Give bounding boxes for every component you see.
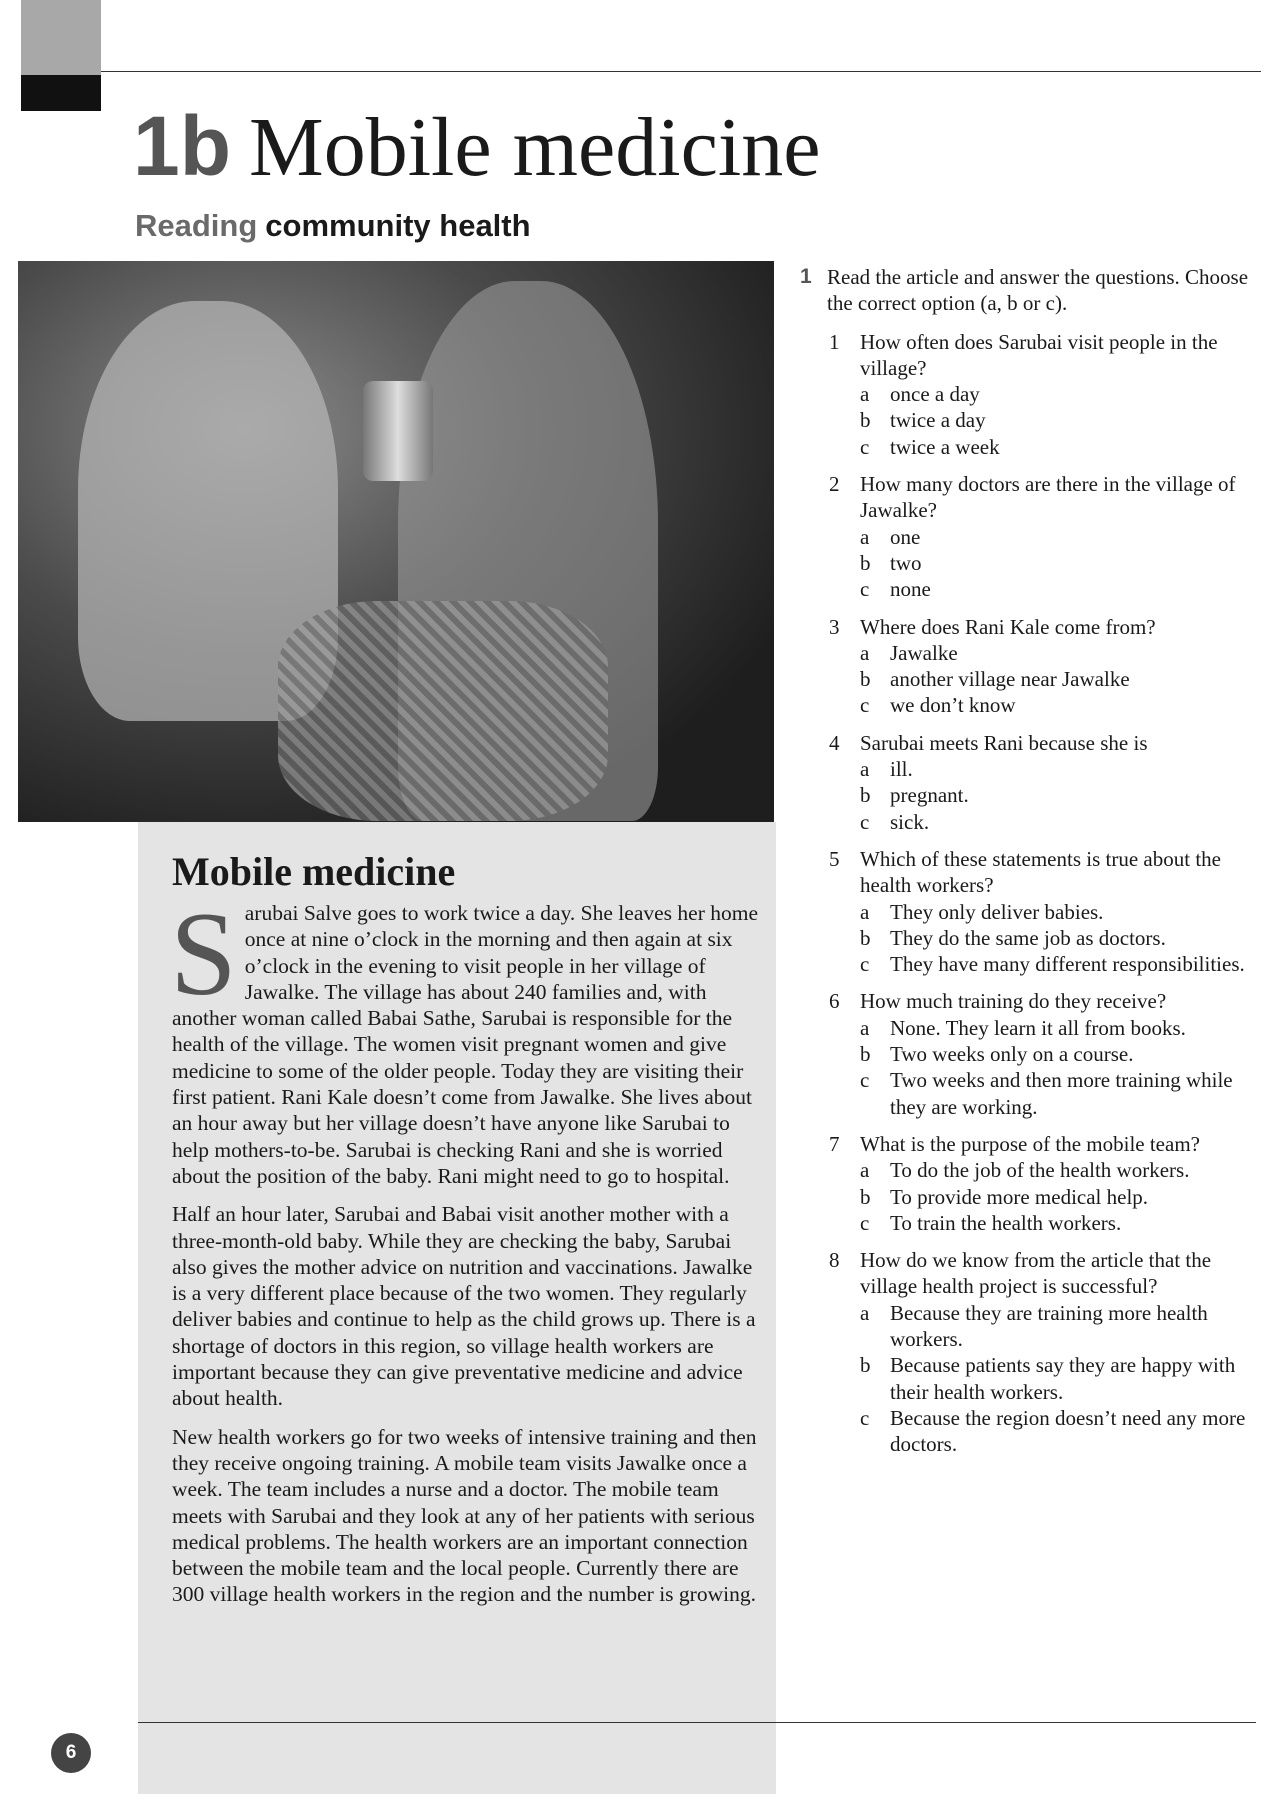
unit-title: Mobile medicine bbox=[249, 101, 821, 194]
answer-option[interactable] bbox=[860, 899, 1260, 925]
option-text: sick. bbox=[890, 809, 930, 834]
section-label: Reading bbox=[135, 208, 258, 243]
option-text: Jawalke bbox=[890, 640, 958, 665]
option-letter: b bbox=[860, 1042, 871, 1067]
question-item bbox=[800, 1247, 1260, 1457]
question-item bbox=[800, 614, 1260, 719]
question-number: 5 bbox=[829, 846, 840, 871]
article-box bbox=[138, 822, 776, 1794]
answer-option[interactable] bbox=[860, 1015, 1260, 1041]
question-text: Which of these statements is true about the health workers? bbox=[860, 846, 1221, 898]
question-text: Where does Rani Kale come from? bbox=[860, 614, 1156, 639]
header-divider bbox=[101, 71, 1261, 72]
question-number: 2 bbox=[829, 472, 840, 497]
option-letter: c bbox=[860, 577, 870, 602]
option-text: Because patients say they are happy with their health workers. bbox=[890, 1353, 1236, 1404]
answer-option[interactable] bbox=[860, 407, 1260, 433]
article-photo bbox=[18, 261, 774, 822]
section-subtitle bbox=[135, 208, 531, 244]
option-letter: c bbox=[860, 1405, 870, 1430]
exercise-instruction bbox=[800, 264, 1260, 317]
drop-cap: S bbox=[170, 887, 237, 1020]
option-letter: c bbox=[860, 1210, 870, 1235]
option-letter: c bbox=[860, 809, 870, 834]
question-item bbox=[800, 471, 1260, 602]
option-text: Two weeks and then more training while they are working. bbox=[890, 1068, 1233, 1119]
question-text: How often does Sarubai visit people in the village? bbox=[860, 329, 1218, 380]
option-text: twice a day bbox=[890, 408, 986, 433]
option-letter: b bbox=[860, 783, 871, 808]
page-number: 6 bbox=[51, 1733, 91, 1773]
answer-option[interactable] bbox=[860, 1352, 1260, 1405]
answer-option[interactable] bbox=[860, 550, 1260, 576]
answer-option[interactable] bbox=[860, 576, 1260, 602]
answer-option[interactable] bbox=[860, 1405, 1260, 1458]
question-text: What is the purpose of the mobile team? bbox=[860, 1131, 1200, 1156]
answer-option[interactable] bbox=[860, 1184, 1260, 1210]
option-text: Because the region doesn’t need any more doctors. bbox=[890, 1405, 1246, 1457]
answer-option[interactable] bbox=[860, 434, 1260, 460]
option-text: Two weeks only on a course. bbox=[890, 1042, 1134, 1067]
answer-option[interactable] bbox=[860, 951, 1260, 977]
question-item bbox=[800, 329, 1260, 460]
answer-option[interactable] bbox=[860, 1157, 1260, 1183]
question-text: How much training do they receive? bbox=[860, 989, 1167, 1014]
answer-option[interactable] bbox=[860, 809, 1260, 835]
option-text: To do the job of the health workers. bbox=[890, 1158, 1190, 1183]
answer-option[interactable] bbox=[860, 640, 1260, 666]
option-letter: a bbox=[860, 1158, 870, 1183]
answer-option[interactable] bbox=[860, 524, 1260, 550]
option-letter: b bbox=[860, 408, 871, 433]
article-paragraph bbox=[170, 887, 762, 1189]
page-title bbox=[133, 96, 821, 198]
photo-metal-pot bbox=[363, 381, 433, 481]
article-paragraph: Half an hour later, Sarubai and Babai visit another mother with a three-month-old baby. While they are checking the baby, Sarubai also gives the mother advice on nutrition and vaccinations. Jawalke is a very different place because of the two women. They regularly deliver babies and continue to help as the child grows up. There is a shortage of doctors in this region, so village health workers are important because they can give preventative medicine and advice about health. bbox=[172, 1202, 756, 1411]
option-letter: a bbox=[860, 899, 870, 924]
exercise bbox=[800, 264, 1260, 1468]
article-body bbox=[170, 887, 762, 1620]
paragraph-text: arubai Salve goes to work twice a day. She leaves her home once at nine o’clock in the morning and then again at six o’clock in the evening to visit people in her village of Jawalke. The village has about 240 families and, with another woman called Babai Sathe, Sarubai is responsible for the health of the village. The women visit pregnant women and give medicine to some of the older people. Today they are visiting their first patient. Rani Kale doesn’t come from Jawalke. She lives about an hour away but her village doesn’t have anyone like Sarubai to help mothers-to-be. Sarubai is checking Rani and she is worried about the position of the baby. Rani might need to go to hospital. bbox=[172, 901, 758, 1188]
instruction-text: Read the article and answer the questions. Choose the correct option (a, b or c). bbox=[827, 265, 1249, 316]
option-letter: a bbox=[860, 1015, 870, 1040]
option-text: ill. bbox=[890, 757, 913, 782]
question-text: Sarubai meets Rani because she is bbox=[860, 730, 1148, 755]
option-letter: a bbox=[860, 757, 870, 782]
option-text: They have many different responsibilities. bbox=[890, 952, 1245, 977]
answer-option[interactable] bbox=[860, 782, 1260, 808]
answer-option[interactable] bbox=[860, 1067, 1260, 1120]
footer-divider bbox=[138, 1722, 1256, 1723]
option-letter: a bbox=[860, 1300, 870, 1325]
option-letter: b bbox=[860, 667, 871, 692]
answer-option[interactable] bbox=[860, 1300, 1260, 1353]
option-text: once a day bbox=[890, 382, 980, 407]
option-letter: a bbox=[860, 382, 870, 407]
answer-option[interactable] bbox=[860, 925, 1260, 951]
question-number: 6 bbox=[829, 989, 840, 1014]
exercise-number: 1 bbox=[800, 265, 812, 288]
question-number: 8 bbox=[829, 1248, 840, 1273]
option-text: another village near Jawalke bbox=[890, 667, 1130, 692]
question-item bbox=[800, 730, 1260, 835]
answer-option[interactable] bbox=[860, 692, 1260, 718]
answer-option[interactable] bbox=[860, 756, 1260, 782]
option-letter: c bbox=[860, 434, 870, 459]
unit-tab-marker-dark bbox=[21, 75, 101, 111]
option-letter: b bbox=[860, 1353, 871, 1378]
photo-checked-cloth bbox=[278, 601, 608, 821]
answer-option[interactable] bbox=[860, 1041, 1260, 1067]
option-letter: c bbox=[860, 1068, 870, 1093]
question-number: 3 bbox=[829, 614, 840, 639]
article-paragraph: New health workers go for two weeks of intensive training and then they receive ongoing training. A mobile team visits Jawalke once a week. The team includes a nurse and a doctor. The mobile team meets with Sarubai and they look at any of her patients with serious medical problems. The health workers are an important connection between the mobile team and the local people. Currently there are 300 village health workers in the region and the number is growing. bbox=[172, 1424, 757, 1607]
question-item bbox=[800, 988, 1260, 1119]
question-number: 4 bbox=[829, 730, 840, 755]
question-text: How do we know from the article that the village health project is successful? bbox=[860, 1248, 1212, 1299]
option-letter: b bbox=[860, 550, 871, 575]
option-text: None. They learn it all from books. bbox=[890, 1015, 1186, 1040]
option-letter: c bbox=[860, 952, 870, 977]
question-number: 1 bbox=[829, 329, 840, 354]
option-text: twice a week bbox=[890, 434, 1000, 459]
option-text: two bbox=[890, 550, 922, 575]
unit-tab-marker bbox=[21, 0, 101, 75]
answer-option[interactable] bbox=[860, 1210, 1260, 1236]
option-letter: b bbox=[860, 925, 871, 950]
option-text: one bbox=[890, 524, 921, 549]
option-letter: a bbox=[860, 524, 870, 549]
option-text: They only deliver babies. bbox=[890, 899, 1104, 924]
option-text: we don’t know bbox=[890, 693, 1016, 718]
question-item bbox=[800, 1131, 1260, 1236]
question-text: How many doctors are there in the village of Jawalke? bbox=[860, 472, 1236, 523]
section-topic: community health bbox=[265, 208, 531, 243]
article-heading: Mobile medicine bbox=[172, 849, 456, 894]
option-text: Because they are training more health workers. bbox=[890, 1300, 1208, 1351]
option-text: To train the health workers. bbox=[890, 1210, 1122, 1235]
option-letter: b bbox=[860, 1184, 871, 1209]
option-letter: a bbox=[860, 640, 870, 665]
option-text: pregnant. bbox=[890, 783, 969, 808]
question-item bbox=[800, 846, 1260, 977]
option-text: They do the same job as doctors. bbox=[890, 925, 1166, 950]
answer-option[interactable] bbox=[860, 666, 1260, 692]
option-text: To provide more medical help. bbox=[890, 1184, 1149, 1209]
option-text: none bbox=[890, 577, 931, 602]
option-letter: c bbox=[860, 693, 870, 718]
unit-number: 1b bbox=[133, 99, 232, 193]
answer-option[interactable] bbox=[860, 381, 1260, 407]
question-number: 7 bbox=[829, 1131, 840, 1156]
